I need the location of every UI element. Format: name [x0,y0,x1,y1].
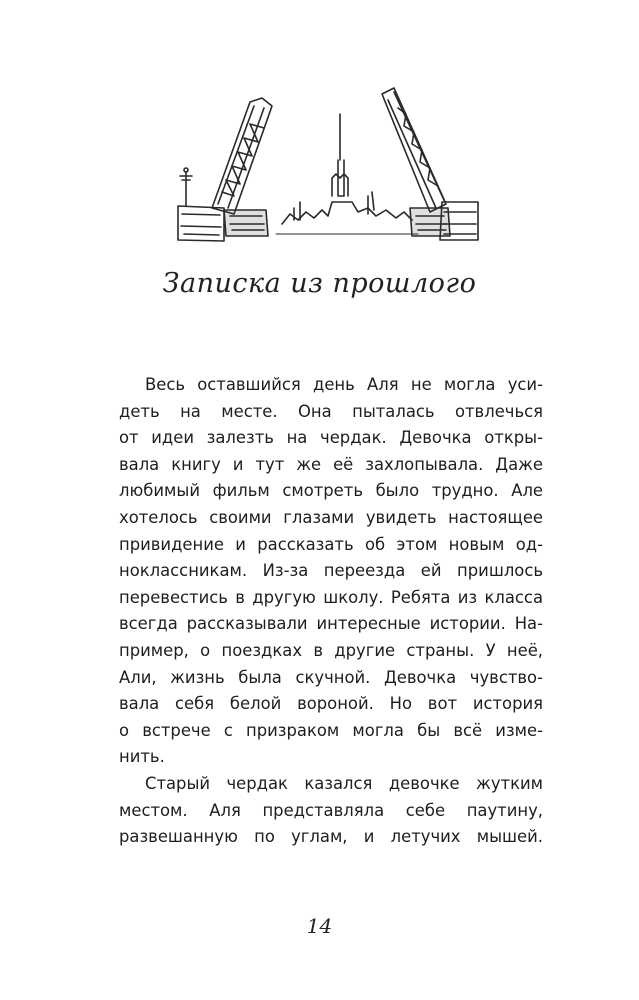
text-line: от идеи залезть на чердак. Девочка откры- [119,428,543,448]
text-line: вала себя белой вороной. Но вот история [119,694,543,714]
text-line: развешанную по углам, и летучих мышей. [119,827,543,847]
drawbridge-illustration-icon [172,84,484,250]
text-line: пример, о поездках в другие страны. У неё, [119,640,543,660]
page-number: 14 [306,914,333,938]
paragraph [119,771,543,851]
text-line: Весь оставшийся день Аля не могла уси- [145,375,543,394]
body-text [119,372,543,851]
text-line: Старый чердак казался девочке жутким [145,773,543,793]
text-line: Али, жизнь была скучной. Девочка чувство- [119,667,543,687]
text-line: всегда рассказывали интересные истории. На- [119,614,543,634]
paragraph [119,372,543,771]
chapter-title: Записка из прошлого [162,268,477,299]
text-line: привидение и рассказать об этом новым од- [119,534,543,554]
text-line: о встрече с призраком могла бы всё изме- [119,720,543,740]
text-line: хотелось своими глазами увидеть настоящее [119,507,543,527]
text-line: деть на месте. Она пыталась отвлечься [119,401,543,421]
text-line: вала книгу и тут же её захлопывала. Даже [119,454,543,474]
text-line: перевестись в другую школу. Ребята из класса [119,587,543,607]
text-line: нить. [119,747,165,767]
text-line: ноклассникам. Из-за переезда ей пришлось [119,561,543,581]
text-line: местом. Аля представляла себе паутину, [119,800,543,820]
text-line: любимый фильм смотреть было трудно. Але [119,481,543,501]
